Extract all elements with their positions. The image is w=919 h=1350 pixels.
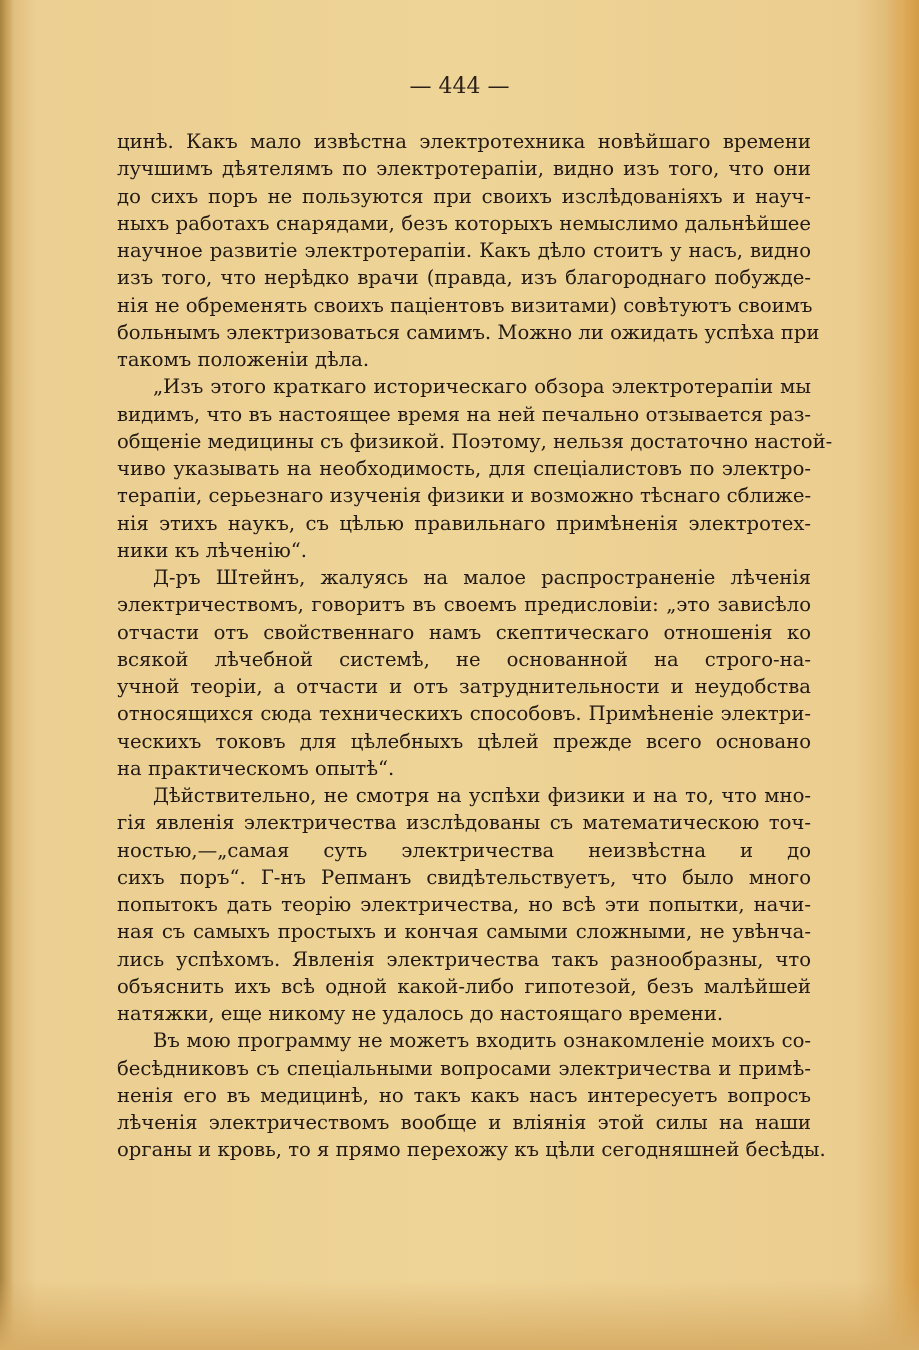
text-line: общеніе медицины съ физикой. Поэтому, нельзя достаточно настой- [117,429,833,453]
text-line: нія не обременять своихъ паціентовъ визитами) совѣтуютъ своимъ [117,293,813,317]
text-line: лись успѣхомъ. Явленія электричества такъ разнообразны, что [117,947,811,971]
text-line: до сихъ поръ не пользуются при своихъ изслѣдованіяхъ и науч- [117,184,811,208]
text-line: ностью,—„самая суть электричества неизвѣстна и до [117,838,811,862]
text-line: Д-ръ Штейнъ, жалуясь на малое распространеніе лѣченія [153,566,811,589]
text-line: натяжки, еще никому не удалось до настоящаго времени. [117,1002,724,1025]
text-line: ная съ самыхъ простыхъ и кончая самыми сложными, не увѣнча- [117,920,811,944]
text-line: учной теоріи, а отчасти и отъ затруднительности и неудобства [117,675,811,698]
text-line: лучшимъ дѣятелямъ по электротерапіи, видно изъ того, что они [117,157,811,181]
page-number: — 444 — [409,74,510,99]
text-line: сихъ поръ“. Г-нъ Репманъ свидѣтельствуетъ, что было много [117,865,811,889]
text-line: видимъ, что въ настоящее время на ней печально отзывается раз- [117,402,811,426]
text-line: Дѣйствительно, не смотря на успѣхи физики и на то, что мно- [153,784,811,807]
page-right-edge [887,0,919,1350]
text-line: электричествомъ, говоритъ въ своемъ предисловіи: „это зависѣло [117,593,811,617]
text-line: больнымъ электризоваться самимъ. Можно ли ожидать успѣха при [117,320,820,344]
text-line: объяснить ихъ всѣ одной какой-либо гипотезой, безъ малѣйшей [117,974,811,998]
text-line: такомъ положеніи дѣла. [117,348,370,371]
page-left-edge [0,0,14,1350]
body-text [117,128,833,1164]
text-line: ныхъ работахъ снарядами, безъ которыхъ немыслимо дальнѣйшее [117,211,811,235]
text-line: ники къ лѣченію“. [117,538,308,562]
text-line: на практическомъ опытѣ“. [117,756,395,780]
text-line: изъ того, что нерѣдко врачи (правда, изъ благороднаго побужде- [117,266,811,290]
text-line: ческихъ токовъ для цѣлебныхъ цѣлей прежде всего основано [117,729,811,753]
text-line: научное развитіе электротерапіи. Какъ дѣло стоитъ у насъ, видно [117,239,811,262]
text-line: отчасти отъ свойственнаго намъ скептическаго отношенія ко [117,620,811,644]
text-line: ненія его въ медицинѣ, но такъ какъ насъ интересуетъ вопросъ [117,1083,811,1107]
text-line: Въ мою программу не можетъ входить ознакомленіе моихъ со- [153,1029,811,1053]
text-line: чиво указывать на необходимость, для спеціалистовъ по электро- [117,457,811,480]
text-line: всякой лѣчебной системѣ, не основанной на строго-на- [117,647,811,671]
text-line: бесѣдниковъ съ спеціальными вопросами электричества и примѣ- [117,1056,811,1080]
text-line: нія этихъ наукъ, съ цѣлью правильнаго примѣненія электротех- [117,511,811,535]
text-line: органы и кровь, то я прямо перехожу къ цѣли сегодняшней бесѣды. [117,1138,826,1162]
text-line: терапіи, серьезнаго изученія физики и возможно тѣснаго сближе- [117,484,812,508]
text-line: гія явленія электричества изслѣдованы съ математическою точ- [117,811,811,835]
page-bottom-edge [0,1280,919,1350]
text-line: относящихся сюда техническихъ способовъ. Примѣненіе электри- [117,702,811,726]
text-line: цинѣ. Какъ мало извѣстна электротехника новѣйшаго времени [117,130,811,153]
text-line: лѣченія электричествомъ вообще и вліянія этой силы на наши [117,1111,811,1134]
text-line: попытокъ дать теорію электричества, но всѣ эти попытки, начи- [117,893,811,916]
text-line: „Изъ этого краткаго историческаго обзора электротерапіи мы [153,375,811,399]
